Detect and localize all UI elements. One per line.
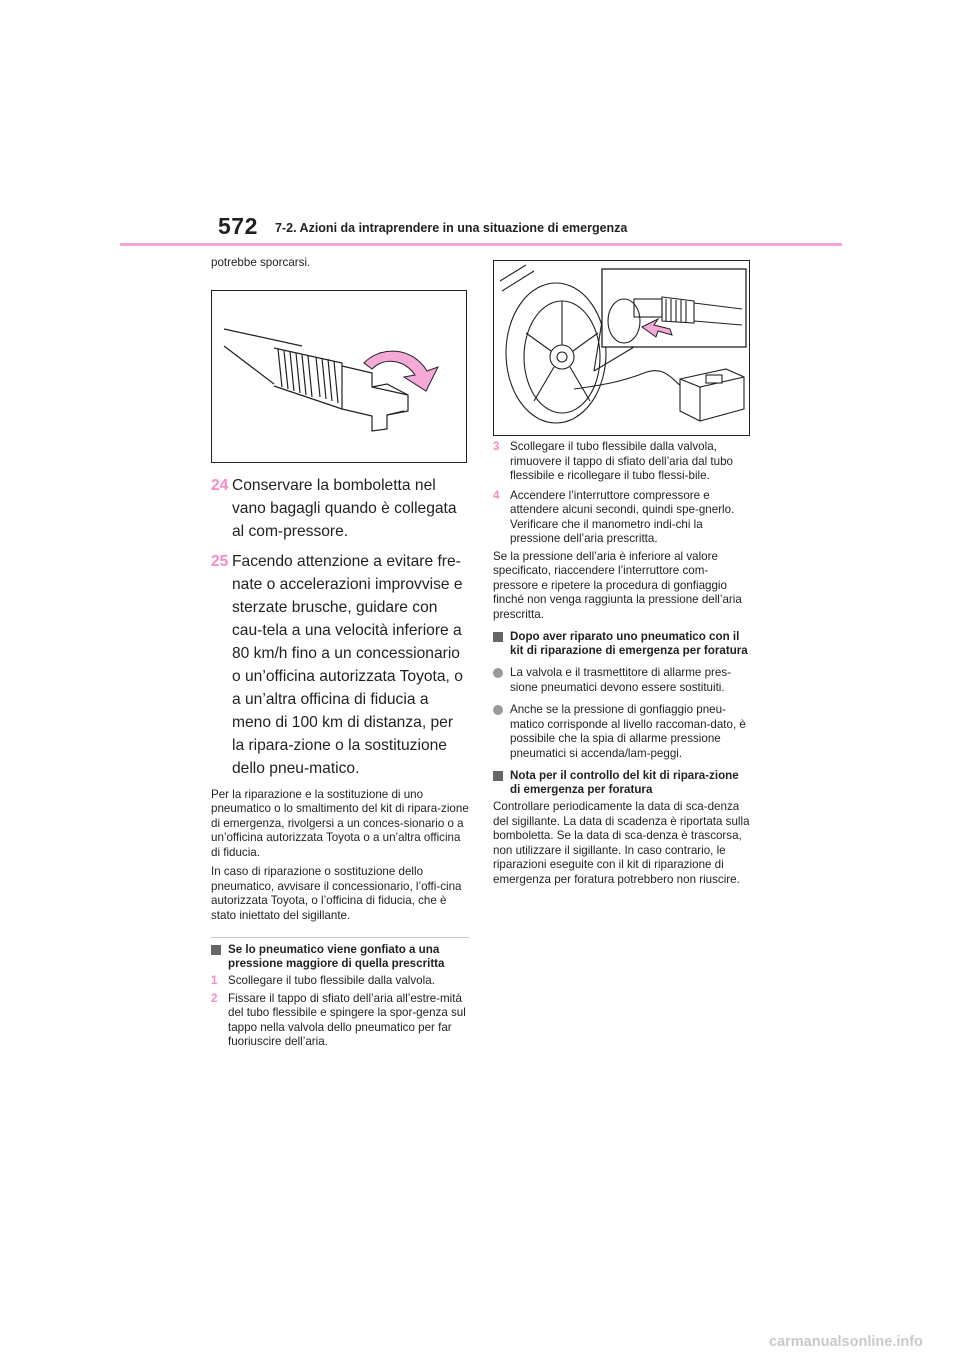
step-number: 25 xyxy=(211,552,229,570)
heading-text: Nota per il controllo del kit di ripara-zione di emergenza per foratura xyxy=(510,769,739,796)
page-number: 572 xyxy=(218,213,258,239)
square-bullet-icon xyxy=(493,632,503,642)
watermark: carmanualsonline.info xyxy=(769,1334,923,1350)
step-25 xyxy=(211,550,469,780)
circle-bullet-icon xyxy=(493,705,503,715)
step-number: 2 xyxy=(211,991,218,1005)
step-1 xyxy=(211,974,469,989)
step-number: 4 xyxy=(493,488,500,502)
step-text: Facendo attenzione a evitare fre-nate o accelerazioni improvvise e sterzate brusche, guidare con cau-tela a una velocità inferiore a 80 km/h fino a un concessionario o un’officina autorizzata Toyota, o a un’altra officina di fiducia a meno di 100 km di distanza, per la ripara-zione o la sostituzione dello pneu-matico. xyxy=(232,552,463,777)
step-text: Scollegare il tubo flessibile dalla valvola. xyxy=(228,974,435,987)
step-text: Scollegare il tubo flessibile dalla valvola, rimuovere il tappo di sfiato dell’aria dal tubo flessibile e ricollegare il tubo flessi-bile. xyxy=(510,440,733,482)
step-number: 1 xyxy=(211,974,218,987)
step-text: Conservare la bomboletta nel vano bagagli quando è collegata al com-pressore. xyxy=(232,476,457,540)
wheel-valve-figure xyxy=(493,260,750,436)
bullet-text: Anche se la pressione di gonfiaggio pneu-matico corrisponde al livello raccoman-dato, è possibile che la spia di allarme pressione pneumatici si accenda/lam-peggi. xyxy=(510,703,746,760)
chapter-title: 7-2. Azioni da intraprendere in una situazione di emergenza xyxy=(275,221,628,235)
circle-bullet-icon xyxy=(493,668,503,678)
wheel-compressor-illustration xyxy=(494,261,749,435)
step-text: Fissare il tappo di sfiato dell’aria all’estre-mità del tubo flessibile e spingere la spor-genza sul tappo nella valvola dello pneumatico per far fuoriuscire dell’aria. xyxy=(228,991,466,1048)
after-repair-heading xyxy=(493,630,751,658)
step-24 xyxy=(211,474,469,543)
step-4 xyxy=(493,489,751,547)
step-3 xyxy=(493,440,751,484)
step-text: Accendere l’interruttore compressore e attendere alcuni secondi, quindi spe-gnerlo. Verificare che il manometro indi-chi la pressione dell’aria prescritta. xyxy=(510,488,735,545)
heading-text: Se lo pneumatico viene gonfiato a una pressione maggiore di quella prescritta xyxy=(228,943,445,970)
step-number: 3 xyxy=(493,440,500,453)
bottle-cap-illustration xyxy=(212,291,466,462)
sealant-notice-paragraph: In caso di riparazione o sostituzione dello pneumatico, avvisare il concessionario, l’offi-cina autorizzata Toyota, o l’officina di fiducia, che è stato iniettato del sigillante. xyxy=(211,865,462,922)
bullet-item xyxy=(493,666,751,695)
pressure-paragraph: Se la pressione dell’aria è inferiore al valore specificato, riaccendere l’interruttore com-pressore e ripetere la procedura di gonfiaggio finché non venga raggiunta la pressione dell’aria prescritta. xyxy=(493,549,742,621)
section-divider xyxy=(211,937,469,938)
bottle-cap-figure xyxy=(211,290,467,463)
intro-text: potrebbe sporcarsi. xyxy=(211,256,311,269)
bullet-item xyxy=(493,703,751,761)
header-rule xyxy=(120,243,842,246)
right-column xyxy=(493,260,751,887)
square-bullet-icon xyxy=(493,771,503,781)
step-number: 24 xyxy=(211,476,229,494)
step-2 xyxy=(211,992,469,1050)
expiry-paragraph: Controllare periodicamente la data di sca-denza del sigillante. La data di scadenza è riportata sulla bomboletta. Se la data di sca-denza è trascorsa, non utilizzare il sigillante. In caso contrario, le riparazioni eseguite con il kit di riparazione di emergenza per foratura potrebbero non riuscire. xyxy=(493,800,750,886)
overpressure-heading xyxy=(211,943,469,971)
heading-text: Dopo aver riparato uno pneumatico con il kit di riparazione di emergenza per foratura xyxy=(510,630,748,657)
left-column xyxy=(211,256,469,1050)
square-bullet-icon xyxy=(211,945,221,955)
bullet-text: La valvola e il trasmettitore di allarme pres-sione pneumatici devono essere sostituiti. xyxy=(510,666,732,694)
kit-check-heading xyxy=(493,769,751,797)
repair-paragraph: Per la riparazione e la sostituzione di uno pneumatico o lo smaltimento del kit di ripara-zione di emergenza, rivolgersi a un conces-sionario o a un’officina autorizzata Toyota o a un’altra officina di fiducia. xyxy=(211,787,469,859)
